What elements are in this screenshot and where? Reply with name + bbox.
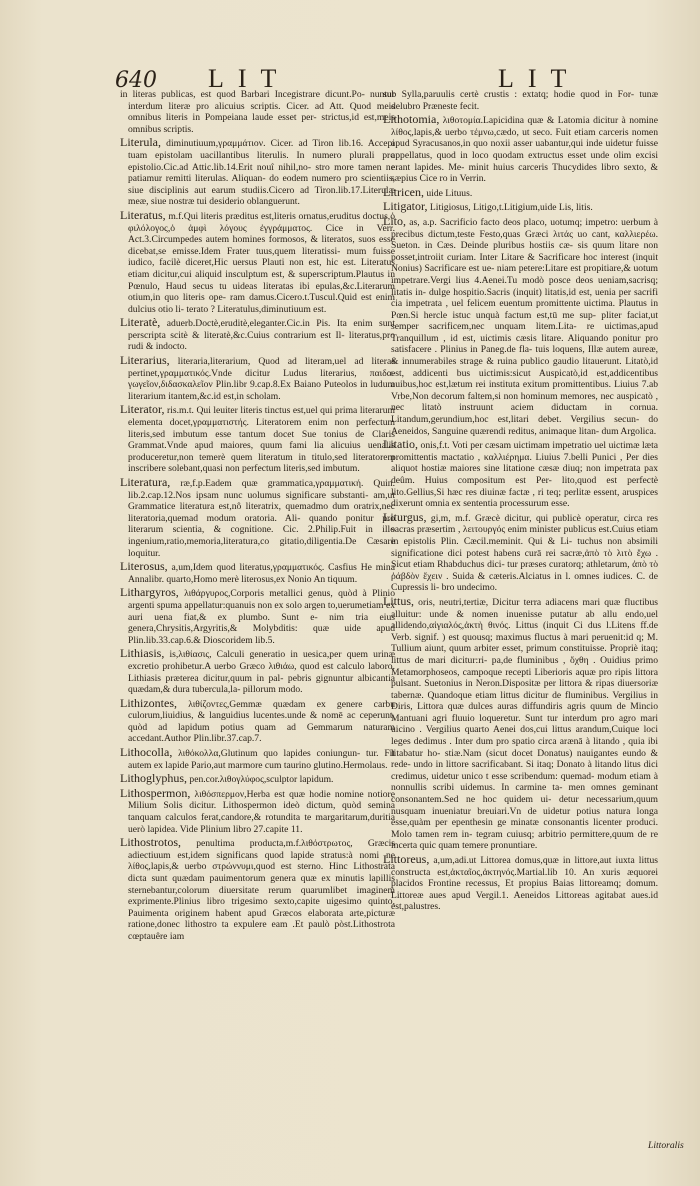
dictionary-entry (120, 785, 395, 835)
entry-headword: Lithoglyphus, (120, 771, 188, 786)
dictionary-entry (120, 648, 395, 695)
dictionary-entry (120, 837, 395, 942)
dictionary-entry (383, 213, 658, 437)
entry-headword: Lithizontes, (120, 695, 177, 710)
entry-text: onis,f.t. Voti per cæsam uictimam impetratio uel uictimæ læta promittentis mactatio , καλλιέρημα. Liuius 7.belli Punici , Per dies aliquot hostiæ maiores sine litatione cæsæ diuq; non impetrata pax deûm. Huius compositum est Per- lito,quod est perfectè lito.Gellius,Si hæc res diuinæ factæ , ri teq; perlitæ essent, aruspices dixerunt omnia ex sententia processurum esse. (391, 440, 659, 510)
left-column (120, 88, 395, 945)
entry-headword: Literatè, (120, 315, 161, 330)
running-head-right: LIT (498, 64, 581, 93)
entry-text: λιθοτομία.Lapicidina quæ & Latomia dicitur à nomine λίθος,lapis,& uerbo τέμνω,cædo, ut seco. Fuit etiam carceris nomen apud Syracusanos,in quo noxii asser uabantur,qui inde uidetur fuisse appellatus, quod in loco quodam extructus esset unde olim excisi erant lapides. Me- minit huius carceris Thucydides libro sexto, & sæpius Cice ro in Verrin. (391, 115, 658, 185)
entry-headword: Literosus, (120, 559, 168, 574)
dictionary-entry (120, 695, 395, 745)
entry-text: diminutiuum,γραμμάτιον. Cicer. ad Tiron lib.16. Accepi tuam epistolam uacillantibus literulis. In numero plurali pro epistolio.Cic.ad Attic.lib.14.Erit nouî nihil,no- stro more tamen ne patiamur remitti literulas. Aliquan- do eodem numero pro scientiis, siue disciplinis aut earum studiis.Cicero ad Tiron.lib.17.Literulæ meæ, siue nostræ tui desiderio oblanguerunt. (128, 138, 395, 208)
entry-text: λιθόσπερμον,Herba est quæ hodie nomine notiore Milium Solis dicitur. Lithospermon ideò dictum, quòd semina tanquam calculos ferat,candore,& rotundita te margaritarum,duritia uerò lapidea. Vide Plinium libro 27.capite 11. (128, 788, 395, 835)
dictionary-entry (383, 509, 658, 594)
dictionary-entry (383, 201, 658, 214)
entry-headword: Literatura, (120, 475, 171, 489)
catchword: Littoralis (648, 1140, 684, 1151)
entry-text: oris, neutri,tertiæ, Dicitur terra adiacens mari quæ fluctibus alluitur: unde & nomen inuenisse putatur ab allu endo,uel allidendo,αἰγιαλός,ἀκτὴ θινός. Littus (inquit Ci dus l.Litens ff.de Verb. signif. ) est quousq; maximus fluctus à mari peruenit:id q; M. Tullium aiunt, quum arbiter esset, primum constituisse. Propriè itaq; littus de mari dicitur:ri- pa,de fluminibus , ὄχθη . Ouidius primo Metamorphoseos, campoque recepti Liberioris aquæ pro ripis littora pulsant. Suetonius in Neron.Dispositæ per littora & ripas diuersoriæ tabernæ. Quandoque etiam littus dicitur de fluminibus. Vergilius in Diris, Littora quæ dulces auras diffundiris agris quum de Mincio Mantuani agri fluuio loqueretur. Sunt tur interdum pro agro mari uicino . Vergilius quarto Aenei dos,cui littus arandum,Cuique loci leges dedimus . Inter dum pro spatio circa arænā à litando , quia ibi litabatur ho- stiæ.Nam (sicut docet Donatus) nauigantes eundo & rede- undo in littore sacrificabant. Si itaq; Donato à litando litus dici credimus, uidetur unico t esse scribendum: quemad- modum etiam à nonnullis scribi uidemus. In carmine ta- men omnes geminant consonantem.Sed ne hoc quidem ui- detur necessarium,quum nusquam inueniatur breuiari.Vn de uidetur potius natura longa esse,quàm per epenthesin ge minatæ consonantis licenter produci. Molo tamen rem in- tegram cuiusq; arbitrio permittere,quum de re incerta quic quam temere pronuntiare. (391, 596, 658, 852)
entry-headword: Lito, (383, 213, 406, 228)
entry-headword: Literula, (120, 135, 161, 150)
entry-text: gi,m, m.f. Græcè dicitur, qui publicè operatur, circa res sacras præsertim , λειτουργός enim minister publicus est.Cuius etiam in epistolis Plin. Cæcil.meminit. Qui & Li- tuchus non absimili significatione dici potest habens curā rei sacræ,ἀπὸ τὸ λιτὸ ἔχω . Sicut etiam Rhabduchus dici- tur præses curatorq; athletarum, ἀπὸ τὸ ῥάβδὸν ἔχειν . Suida & cæteris.Alciatus in l. omnes iudices. C. de Cupressis li- bro undecimo. (391, 512, 658, 594)
entry-text: λιθάργυρος,Corporis metallici genus, quòd à Plinio argenti spuma appellatur:quanuis non ex solo argen to,uerumetiam ex auri uena fiat,& ex plumbo. Sunt e- nim tria eius genera,Chrysitis,Argyritis,& Molybditis: quæ uide apud Plin.lib.33.cap.6.& Dioscoridem lib.5. (128, 588, 395, 646)
dictionary-entry (120, 477, 395, 559)
entry-headword: Lithotomia, (383, 112, 440, 127)
dictionary-entry (120, 561, 395, 585)
dictionary-entry (383, 88, 658, 112)
dictionary-entry (120, 404, 395, 475)
dictionary-entry (120, 773, 395, 786)
entry-headword: Literarius, (120, 353, 170, 368)
entry-text: ræ,f.p.Eadem quæ grammatica,γραμματική. Quin. lib.2.cap.12.Nos ipsam nunc uolumus significare substanti- am,ut Grammatice literatura est,nô literatrix, quemadmo dum oratrix,nec literatoria,quemad modum oratoria. Ali- quando ponitur pro literarum scientia, & cognitione. Cic. 2.Philip.Fuit in illo ingenium,ratio,memoria,literatura,co gitatio,diligentia.De Cæsare loquitur. (128, 478, 396, 559)
entry-text: uide Lituus. (426, 187, 473, 199)
entry-text: is,λιθίασις, Calculi generatio in uesica,per quem urinæ excretio prohibetur.A uerbo Græco λιθιάω, quod est calculo laboro. Lithiasis præterea dicitur,quum in pal- pebris gignuntur albicantia quædam,& dura tubercula,la- pillorum modo. (128, 649, 395, 696)
entry-headword: Lithostrotos, (120, 835, 182, 850)
dictionary-entry (383, 439, 658, 510)
dictionary-entry (120, 88, 395, 135)
entry-text: λιθίζοντες,Gemmæ quædam ex genere carbu culorum,liuidius, & languidius lucentes.unde & nomē ac ceperunt, quòd ad lapidum potius quam ad Gemmarum naturam accedant.Author Plin.libr.37.cap.7. (128, 698, 395, 745)
entry-text: a,um,adi.ut Littorea domus,quæ in littore,aut iuxta littus constructa est,ἀκταῖος,ἀκτηνός.Martial.lib 10. An xuris æquorei placidos Frontine recessus, Et propius Baias littoreamq; domum. Littoreæ aues apud Vergil.1. Aeneidos Littoreas agitabat aues.id est,palustres. (391, 855, 659, 913)
running-head-left: LIT (208, 64, 291, 93)
entry-text: ris.m.t. Qui leuiter literis tinctus est,uel qui prima literarum elementa docet,γραμματιστής. Literatorem enim non perfectum literis,sed imbutum esse tantum docet Sue tonius de Claris Grammat.Vnde apud maiores, quum fami lia alicuius uenalis produceretur,non temerè quem literatum in titulo,sed literatorem inscribere solebant,quasi non perfectum literis,sed imbutum. (128, 405, 395, 475)
dictionary-entry (120, 747, 395, 771)
entry-headword: Litigator, (383, 199, 428, 214)
entry-text: Litigiosus, Litigo,t.Litigium,uide Lis, litis. (429, 202, 593, 214)
entry-text: literaria,literarium, Quod ad literam,uel ad literas pertinet,γραμματικός.Vnde dicitur Ludus literarius, παιδα- γωγεῖον,διδασκαλεῖον Plin.libr 9.cap.8.Ex Baiano Puteolos in ludum literarium itantem,&c.id est,in scholam. (128, 356, 395, 402)
dictionary-entry (120, 317, 395, 353)
entry-headword: Lithargyros, (120, 585, 179, 600)
dictionary-entry (120, 137, 395, 208)
dictionary-entry (383, 854, 658, 913)
entry-headword: Literator, (120, 402, 165, 417)
dictionary-entry (120, 207, 395, 315)
right-column (383, 88, 658, 915)
entry-headword: Liturgus, (383, 509, 427, 524)
entry-headword: Lithiasis, (120, 646, 165, 661)
entry-headword: Littus, (383, 593, 415, 608)
entry-headword: Lithocolla, (120, 745, 173, 760)
entry-headword: Littoreus, (383, 852, 430, 866)
entry-headword: Literatus, (120, 207, 166, 222)
entry-text: λιθόκολλα,Glutinum quo lapides coniungun- tur. Fit autem ex lapide Pario,aut marmore cum taurino glutino.Hermolaus. (128, 748, 395, 771)
entry-text: sub Sylla,paruulis certè crustis : extatq; hodie quod in For- tunæ delubro Præneste fecit. (383, 89, 658, 112)
entry-headword: Litricen, (383, 184, 424, 199)
entry-text: penultima producta,m.f.λιθόστρωτος, Græcis adiectiuum est,idem significans quod lapide stratus:à nomi ne λίθος,lapis,& uerbo στρώννυμι,quod est sterno. Hinc Lithostrata dicta sunt quædam pauimentorum genera quæ ex minutis lapillis sternebantur,colorum diuersitate rerum quarumlibet imaginem exprimente.Plinius libro trigesimo sexto,capite uigesimo quinto, Pauimenta originem habent apud Græcos elaborata arte,picturæ ratione,donec lithostro ta expulere eam .Et paulò pòst.Lithostrota cœptauêre iam (128, 838, 396, 942)
dictionary-entry (383, 593, 658, 852)
entry-text: as, a.p. Sacrificio facto deos placo, uotumq; impetro: uerbum à precibus dictum,teste Festo,quas Græci λιτάς uo cant, καλλιερέω. Sueton. in Cæs. Deinde pluribus hostiis cæ- sis quum litare non posset,introiit curiam. Inter Litare & Sacrificare hoc interest (inquit Nonius) Sacrificare est ue- niam petere:Litare est propitiare,& uotum impetrare.Vergi lius 4.Aenei.Tu modò posce deos ueniam,sacrisq; litatis in- dulge hospitio.Sacris (inquit) litatis,id est, uenia per sacrifi cia impetrata , uel felicem euentum promittente uictima. Plautus in Pœn.Si hercle istuc unquà factum est,tū me sup- pliter faciat,ut semper sacrificem,nec unquam litem.Lita- re uictimas,apud Tranquillum , id est, uictimis cæsis litare. Aliquando ponitur pro satisfacere . Plinius in Paneg.de fla- tuis loquens, Illæ autem aureæ, & innumerabiles strage & ruina publico gaudio litauerunt. Litatò,id est, addicenti bus uictimis:sicut Auspicatò,id est,addicentibus auibus,hoc est,lætum rei instituta exitum promittentibus. Liuius 7.ab Vrbe,Non decorum faltem,si non hominum memores, nec auspicatò , nec litatò instruunt aciem diductam in cornua. Litandum,gerundium,hoc est,litari debet. Vergilius secun- do Aeneidos, Sanguine quærendi reditus, animaque litan- dum Argolica. (391, 216, 658, 437)
entry-text: m.f.Qui literis præditus est,literis ornatus,eruditus doctus,ὁ φιλόλογος,ὁ ἀμφὶ λόγους ἐγγράμματος. Cice in Verr. Act.3.Circumpedes autem homines formosos, & literatos, suos esse dicebat,se emisse.Idem Frater tuus,quem literatissi- mum fuisse iudico, facilè diceret,Hic uersus Plauti non est, hic est. Literatus etiam dicitur,cui aliquid insculptum est, & superscriptum.Plautus in Pœnulo, Haud secus tu uideas literatas ibi epulas,&c.Literarum otium,in quo literis ope- ram damus.Cicero.t.Tuscul.Quid est enim dulcius otio li- terato ? Literatulus,diminutiuum est. (128, 210, 395, 315)
dictionary-entry (120, 355, 395, 402)
entry-text: in literas publicas, est quod Barbari Incegistrare dicunt.Po- nuntur interdum literæ pro alicuius scriptis. Cicer. ad Att. Quod meis omnibus literis in Pompeiana laude esset per- strictus,id est,meis omnibus scriptis. (120, 89, 395, 135)
dictionary-entry (383, 114, 658, 185)
entry-text: pen.cor.λιθογλύφος,sculptor lapidum. (189, 774, 334, 786)
dictionary-entry (383, 184, 658, 200)
entry-headword: Litatio, (383, 437, 418, 452)
page-number: 640 (115, 68, 157, 93)
dictionary-entry (120, 587, 395, 646)
entry-headword: Lithospermon, (120, 785, 191, 800)
entry-text: a,um,Idem quod literatus,γραμματικός. Casfius He mina Annalibr. quarto,Homo merè literosus,ex Nonio An tiquum. (128, 562, 395, 585)
entry-text: aduerb.Doctè,eruditè,eleganter.Cic.in Pis. Ita enim sunt perscripta scitè & literatè,&c.Cuius contrarium est Il- literatus,pro rudi & indocto. (128, 318, 395, 353)
